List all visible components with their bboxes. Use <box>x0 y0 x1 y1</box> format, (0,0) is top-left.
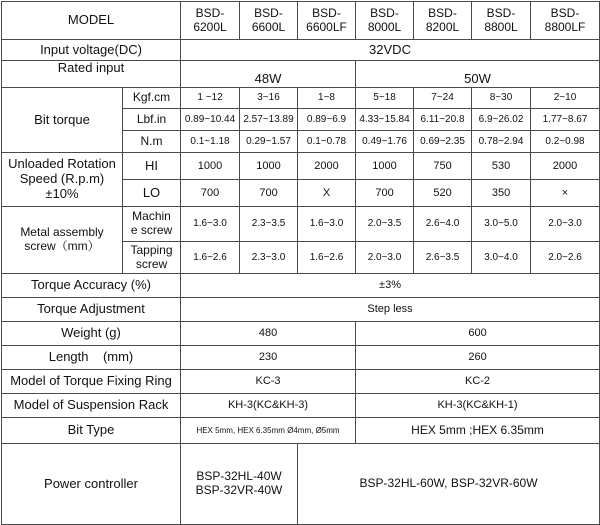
weight-value: 600 <box>356 322 600 346</box>
rated-input-value: 50W <box>356 61 600 88</box>
row-label: Rated input <box>2 61 181 88</box>
speed-value: 1000 <box>181 153 240 180</box>
screw-value: 1.6~3.0 <box>298 207 356 242</box>
row-label: Model of Suspension Rack <box>2 394 181 418</box>
speed-value: 700 <box>181 180 240 207</box>
header-row <box>2 2 600 40</box>
metal-screw-row <box>2 207 600 242</box>
fixing-ring-value: KC-2 <box>356 370 600 394</box>
torque-value: 0.1~0.78 <box>298 131 356 153</box>
model-label: MODEL <box>2 2 181 40</box>
unit-label: Lbf.in <box>123 109 181 131</box>
input-voltage-value: 32VDC <box>181 40 600 61</box>
rated-input-row <box>2 61 600 88</box>
spec-table <box>1 1 600 525</box>
row-label: Torque Adjustment <box>2 298 181 322</box>
rotation-speed-row <box>2 153 600 180</box>
speed-value: 2000 <box>298 153 356 180</box>
model-name: BSD- 6200L <box>181 2 240 40</box>
row-label: Weight (g) <box>2 322 181 346</box>
speed-value: 1000 <box>240 153 298 180</box>
bit-type-value: HEX 5mm, HEX 6.35mm Ø4mm, Ø5mm <box>181 418 356 444</box>
screw-value: 2.0~3.0 <box>531 207 600 242</box>
torque-value: 0.78~2.94 <box>472 131 531 153</box>
row-label: Bit torque <box>2 88 123 153</box>
speed-value: 2000 <box>531 153 600 180</box>
torque-value: 6.9~26.02 <box>472 109 531 131</box>
bit-type-value: HEX 5mm ;HEX 6.35mm <box>356 418 600 444</box>
row-label: Metal assembly screw（mm） <box>2 207 123 274</box>
screw-value: 1.6~2.6 <box>181 242 240 274</box>
row-label: Length (mm) <box>2 346 181 370</box>
screw-value: 2.0~2.6 <box>531 242 600 274</box>
speed-value: 520 <box>414 180 472 207</box>
fixing-ring-row <box>2 370 600 394</box>
suspension-rack-value: KH-3(KC&KH-1) <box>356 394 600 418</box>
bit-type-row <box>2 418 600 444</box>
torque-value: 1~8 <box>298 88 356 109</box>
suspension-rack-value: KH-3(KC&KH-3) <box>181 394 356 418</box>
screw-value: 2.0~3.5 <box>356 207 414 242</box>
model-name: BSD- 6600LF <box>298 2 356 40</box>
speed-value: 700 <box>356 180 414 207</box>
row-label: Bit Type <box>2 418 181 444</box>
torque-adjustment-row <box>2 298 600 322</box>
model-name: BSD- 8800L <box>472 2 531 40</box>
unit-label: HI <box>123 153 181 180</box>
unit-label: Machin e screw <box>123 207 181 242</box>
torque-value: 0.69~2.35 <box>414 131 472 153</box>
speed-value: 700 <box>240 180 298 207</box>
speed-value: × <box>531 180 600 207</box>
screw-value: 1.6~3.0 <box>181 207 240 242</box>
unit-label: N.m <box>123 131 181 153</box>
speed-value: 1000 <box>356 153 414 180</box>
row-label: Unloaded Rotation Speed (R.p.m) ±10% <box>2 153 123 207</box>
torque-value: 0.89~10.44 <box>181 109 240 131</box>
torque-value: 4.33~15.84 <box>356 109 414 131</box>
bit-torque-row <box>2 88 600 109</box>
speed-value: 350 <box>472 180 531 207</box>
length-value: 230 <box>181 346 356 370</box>
screw-value: 2.3~3.5 <box>240 207 298 242</box>
model-name: BSD- 8200L <box>414 2 472 40</box>
weight-value: 480 <box>181 322 356 346</box>
screw-value: 3.0~4.0 <box>472 242 531 274</box>
model-name: BSD- 8000L <box>356 2 414 40</box>
torque-accuracy-row <box>2 274 600 298</box>
torque-value: 7~24 <box>414 88 472 109</box>
screw-value: 2.6~4.0 <box>414 207 472 242</box>
unit-label: Kgf.cm <box>123 88 181 109</box>
torque-value: 3~16 <box>240 88 298 109</box>
torque-value: 2~10 <box>531 88 600 109</box>
screw-value: 3.0~5.0 <box>472 207 531 242</box>
model-name: BSD- 8800LF <box>531 2 600 40</box>
power-controller-value: BSP-32HL-60W, BSP-32VR-60W <box>298 444 600 525</box>
speed-value: X <box>298 180 356 207</box>
torque-value: 1 ~12 <box>181 88 240 109</box>
torque-value: 1.77~8.67 <box>531 109 600 131</box>
row-label: Power controller <box>2 444 181 525</box>
torque-value: 6.11~20.8 <box>414 109 472 131</box>
speed-value: 530 <box>472 153 531 180</box>
torque-value: 0.2~0.98 <box>531 131 600 153</box>
power-controller-row <box>2 444 600 525</box>
screw-value: 2.0~3.0 <box>356 242 414 274</box>
torque-value: 2.57~13.89 <box>240 109 298 131</box>
torque-value: 5~18 <box>356 88 414 109</box>
rated-input-value: 48W <box>181 61 356 88</box>
row-label: Torque Accuracy (%) <box>2 274 181 298</box>
unit-label: LO <box>123 180 181 207</box>
torque-value: 0.29~1.57 <box>240 131 298 153</box>
fixing-ring-value: KC-3 <box>181 370 356 394</box>
unit-label: Tapping screw <box>123 242 181 274</box>
power-controller-value: BSP-32HL-40W BSP-32VR-40W <box>181 444 298 525</box>
input-voltage-row <box>2 40 600 61</box>
torque-adjustment-value: Step less <box>181 298 600 322</box>
length-row <box>2 346 600 370</box>
model-name: BSD- 6600L <box>240 2 298 40</box>
screw-value: 2.3~3.0 <box>240 242 298 274</box>
torque-value: 8~30 <box>472 88 531 109</box>
torque-value: 0.49~1.76 <box>356 131 414 153</box>
screw-value: 1.6~2.6 <box>298 242 356 274</box>
screw-value: 2.6~3.5 <box>414 242 472 274</box>
row-label: Model of Torque Fixing Ring <box>2 370 181 394</box>
row-label: Input voltage(DC) <box>2 40 181 61</box>
speed-value: 750 <box>414 153 472 180</box>
torque-value: 0.89~6.9 <box>298 109 356 131</box>
weight-row <box>2 322 600 346</box>
length-value: 260 <box>356 346 600 370</box>
suspension-rack-row <box>2 394 600 418</box>
torque-value: 0.1~1.18 <box>181 131 240 153</box>
torque-accuracy-value: ±3% <box>181 274 600 298</box>
